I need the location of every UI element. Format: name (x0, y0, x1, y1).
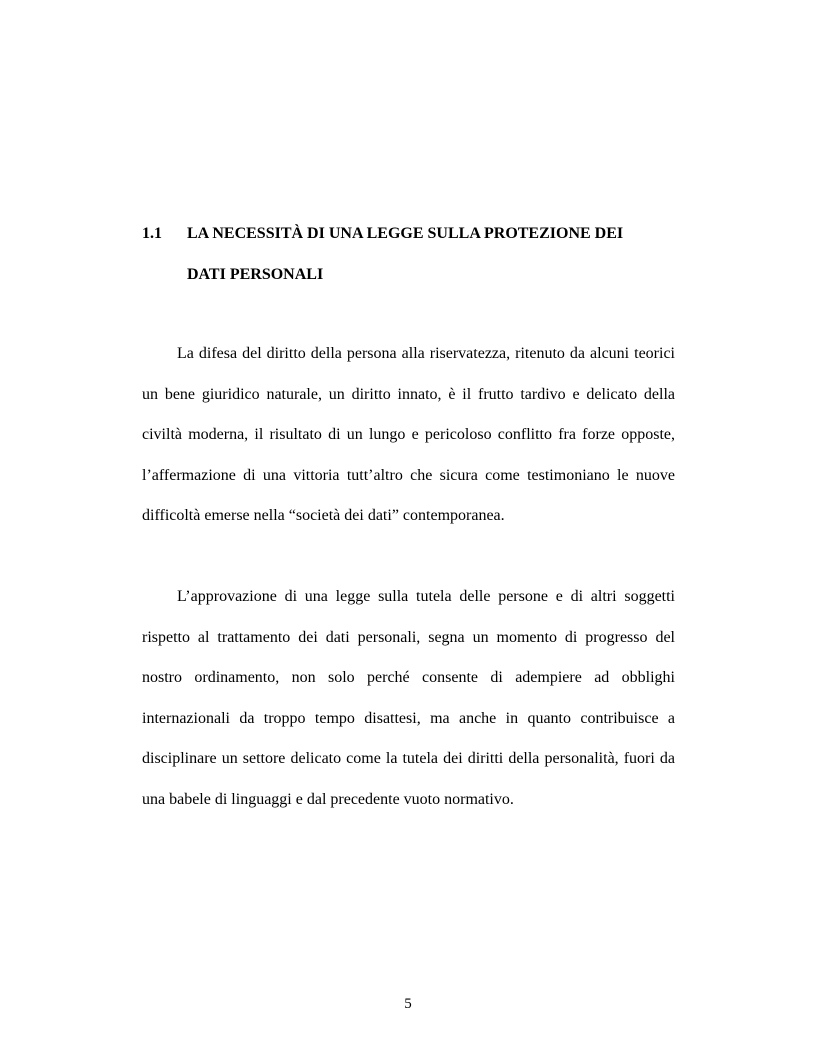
section-title-line1: LA NECESSITÀ DI UNA LEGGE SULLA PROTEZIONE DEI (187, 225, 624, 242)
body-paragraph: L’approvazione di una legge sulla tutela delle persone e di altri soggetti rispetto al trattamento dei dati personali, segna un momento di progresso del nostro ordinamento, non solo perché consente di adempiere ad obblighi internazionali da troppo tempo disattesi, ma anche in quanto contribuisce a disciplinare un settore delicato come la tutela dei diritti della personalità, fuori da una babele di linguaggi e dal precedente vuoto normativo. (142, 588, 675, 808)
page-number: 5 (404, 996, 412, 1012)
section-title-line2: DATI PERSONALI (187, 266, 324, 283)
section-heading (142, 224, 682, 244)
section-number: 1.1 (142, 225, 162, 242)
body-paragraph: La difesa del diritto della persona alla riservatezza, ritenuto da alcuni teorici un bene giuridico naturale, un diritto innato, è il frutto tardivo e delicato della civiltà moderna, il risultato di un lungo e pericoloso conflitto fra forze opposte, l’affermazione di una vittoria tutt’altro che sicura come testimoniano le nuove difficoltà emerse nella “società dei dati” contemporanea. (142, 345, 675, 525)
